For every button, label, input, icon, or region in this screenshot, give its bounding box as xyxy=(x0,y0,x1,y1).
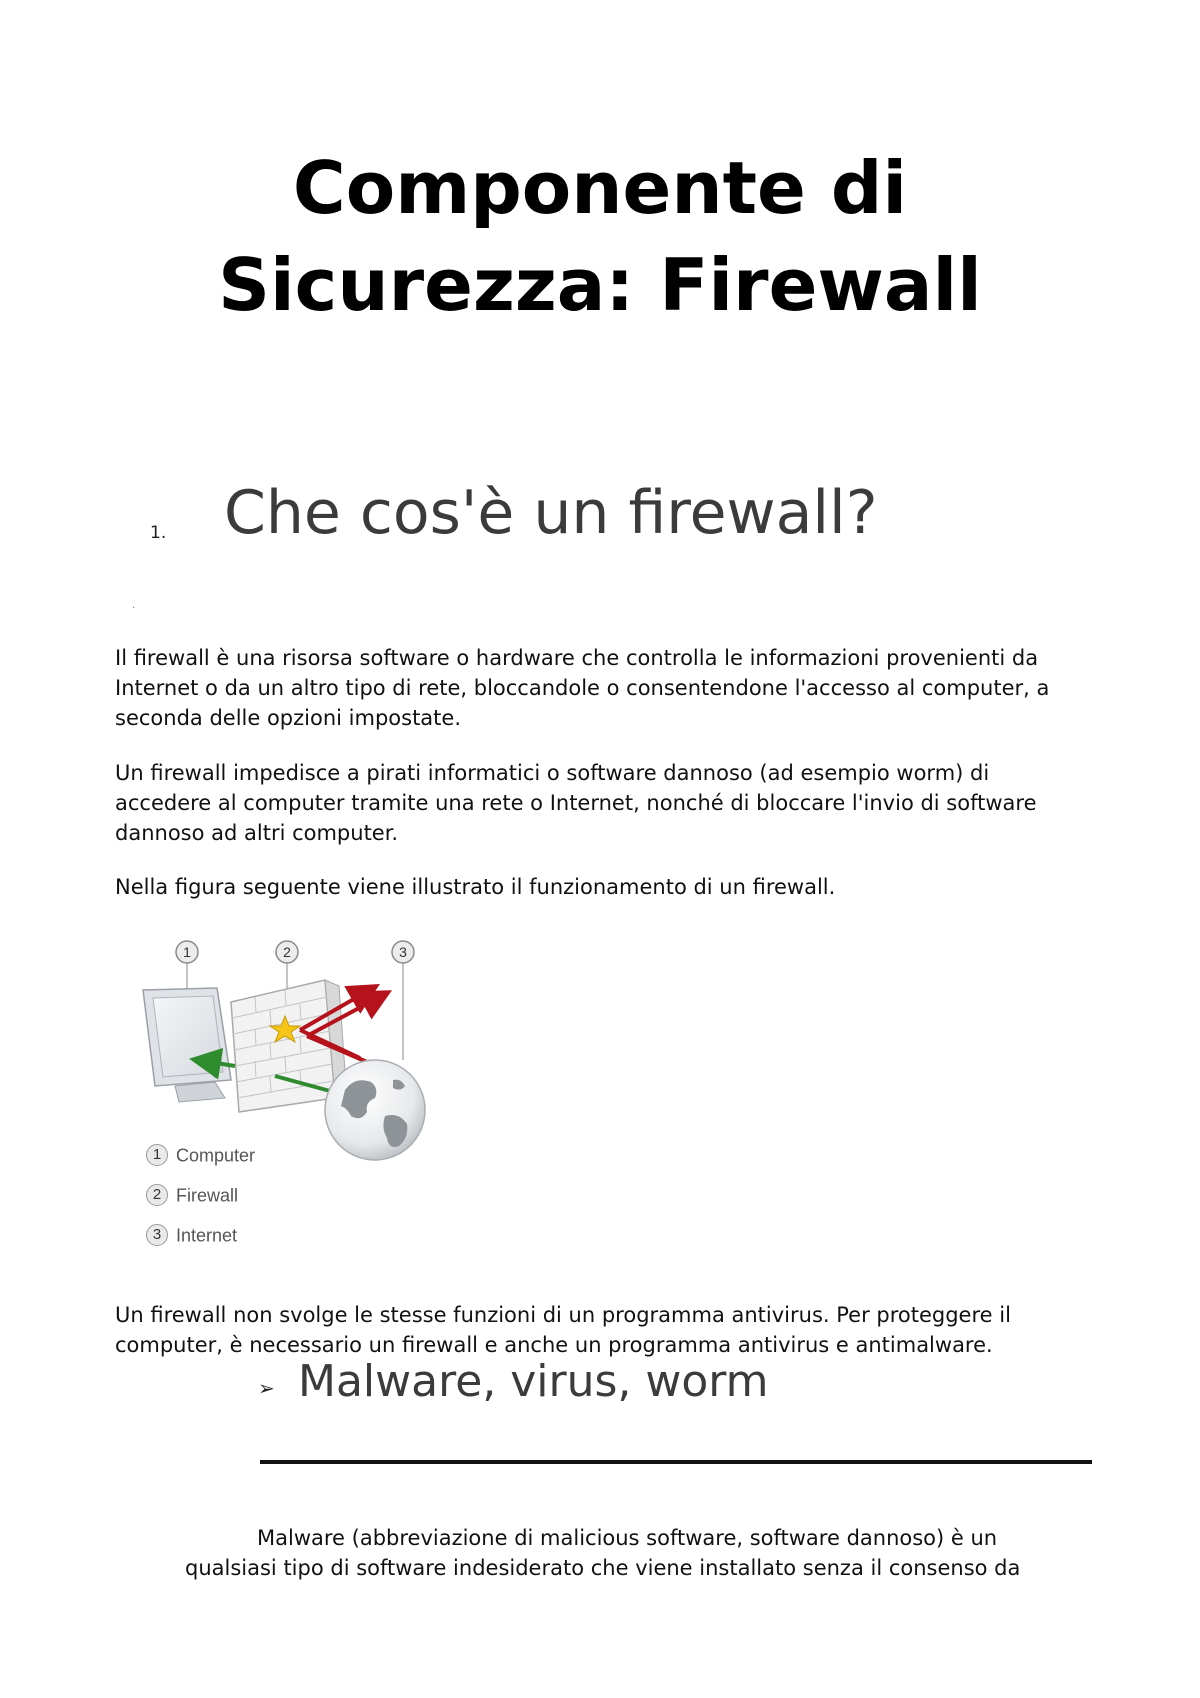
paragraph-malware-definition xyxy=(185,1523,1085,1583)
legend-number: 1 xyxy=(146,1144,168,1166)
document-title xyxy=(0,140,1200,334)
legend-label: Internet xyxy=(176,1225,238,1246)
legend-number: 2 xyxy=(146,1184,168,1206)
title-line-1: Componente di xyxy=(292,146,908,230)
svg-text:2: 2 xyxy=(283,944,291,960)
section-heading-text: Malware, virus, worm xyxy=(298,1356,769,1407)
paragraph-figure-intro: Nella figura seguente viene illustrato il funzionamento di un firewall. xyxy=(115,875,836,899)
paragraph-firewall-vs-antivirus: Un firewall non svolge le stesse funzioni di un programma antivirus. Per proteggere il computer, è necessario un firewall e anche un programma antivirus e antimalware. xyxy=(115,1303,1011,1357)
title-line-2: Sicurezza: Firewall xyxy=(218,243,982,327)
legend-label: Computer xyxy=(176,1145,256,1166)
svg-text:3: 3 xyxy=(399,944,407,960)
internet-globe-icon xyxy=(325,1060,425,1160)
paragraph-firewall-definition: Il firewall è una risorsa software o hardware che controlla le informazioni provenienti da Internet o da un altro tipo di rete, bloccandole o consentendone l'accesso al computer, a seconda delle opzioni impostate. xyxy=(115,646,1050,730)
section-heading-text: Che cos'è un firewall? xyxy=(224,478,878,548)
section-number: 1. xyxy=(150,523,167,543)
svg-text:1: 1 xyxy=(183,944,191,960)
legend-number: 3 xyxy=(146,1224,168,1246)
paragraph-firewall-purpose: Un firewall impedisce a pirati informatici o software dannoso (ad esempio worm) di accedere al computer tramite una rete o Internet, nonché di bloccare l'invio di software dannoso ad altri computer. xyxy=(115,761,1037,845)
legend-item-computer xyxy=(146,1142,255,1182)
legend-item-firewall xyxy=(146,1182,255,1222)
arrow-bullet-icon: ➢ xyxy=(258,1376,275,1400)
paragraph-malware-text: Malware (abbreviazione di malicious software, software dannoso) è un qualsiasi tipo di software indesiderato che viene installato senza il consenso da xyxy=(185,1526,1021,1580)
legend-label: Firewall xyxy=(176,1185,239,1206)
figure-legend xyxy=(146,1142,255,1262)
computer-icon xyxy=(143,988,231,1102)
stray-marker: · xyxy=(132,603,136,614)
heading-underline-rule xyxy=(260,1460,1092,1464)
legend-item-internet xyxy=(146,1222,255,1262)
callout-3 xyxy=(392,941,414,1060)
